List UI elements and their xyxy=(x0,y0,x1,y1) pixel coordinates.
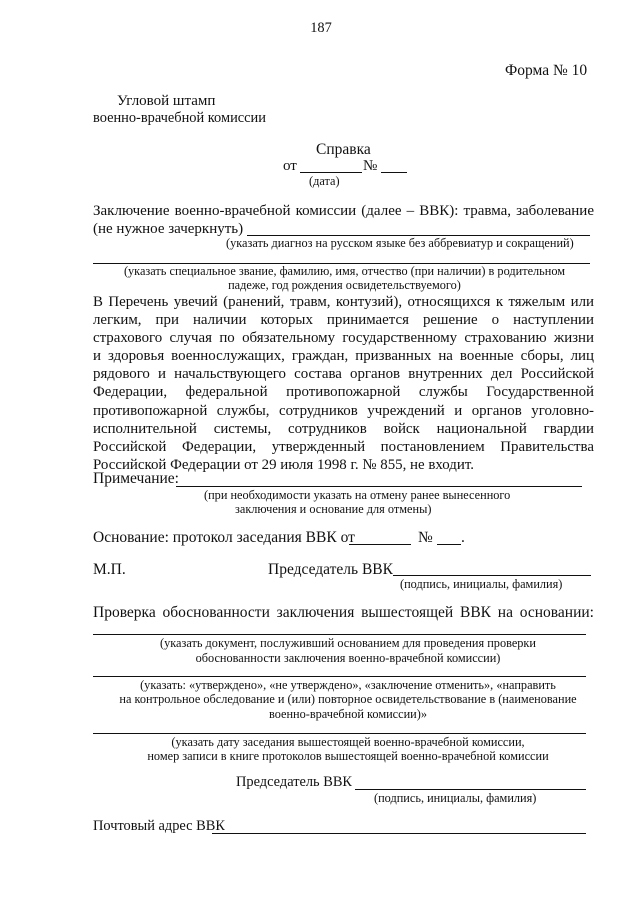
basis-date-line xyxy=(349,544,411,545)
basis-number-line xyxy=(437,544,461,545)
certificate-title: Справка xyxy=(316,141,371,158)
paragraph-line: исполнительной системы, сотрудников войск национальной гвардии xyxy=(93,420,594,437)
note-hint-2: заключения и основание для отмены) xyxy=(235,502,432,516)
basis-text: Основание: протокол заседания ВВК от xyxy=(93,529,355,546)
verification-doc-hint-1: (указать документ, послуживший основанием для проведения проверки xyxy=(160,636,536,650)
note-hint-1: (при необходимости указать на отмену ранее вынесенного xyxy=(204,488,511,502)
chairman-signature-line xyxy=(393,575,591,576)
paragraph-line: страхового случая по обязательному государственному страхованию жизни xyxy=(93,330,594,347)
person-hint-2: падеже, год рождения освидетельствуемого) xyxy=(228,278,461,292)
stamp-line-1: Угловой штамп xyxy=(117,93,216,109)
chairman-hint: (подпись, инициалы, фамилия) xyxy=(400,577,563,591)
note-label: Примечание: xyxy=(93,470,179,487)
paragraph-line: Федерации, федеральной противопожарной службы Государственной xyxy=(93,384,594,401)
conclusion-line-2: (не нужное зачеркнуть) xyxy=(93,221,244,237)
chairman-label: Председатель ВВК xyxy=(268,561,393,578)
basis-number-prefix: № xyxy=(418,529,433,546)
paragraph-line: и здоровья военнослужащих, граждан, призванных на военные сборы, лиц xyxy=(93,348,594,365)
certificate-number-prefix: № xyxy=(363,158,378,174)
verification-date-hint-2: номер записи в книге протоколов вышестоящей военно-врачебной комиссии xyxy=(147,749,549,763)
paragraph-line: противопожарной службы, сотрудников учреждений и органов уголовно- xyxy=(93,402,594,419)
certificate-date-hint: (дата) xyxy=(309,174,340,188)
paragraph-line: Российской Федерации от 29 июля 1998 г. № 855, не входит. xyxy=(93,456,474,473)
chairman-2-hint: (подпись, инициалы, фамилия) xyxy=(374,791,537,805)
paragraph-line: рядового и начальствующего состава органов внутренних дел Российской xyxy=(93,366,594,383)
note-line xyxy=(176,486,582,487)
diagnosis-hint: (указать диагноз на русском языке без аббревиатур и сокращений) xyxy=(226,236,574,250)
certificate-number-line xyxy=(381,172,407,173)
verification-result-hint-2: на контрольное обследование и (или) повторное освидетельствование в (наименование xyxy=(119,692,577,706)
verification-doc-hint-2: обоснованности заключения военно-врачебной комиссии) xyxy=(195,651,501,665)
paragraph-line: легким, при наличии которых принимается решение о наступлении xyxy=(93,312,594,329)
verification-date-hint-1: (указать дату заседания вышестоящей военно-врачебной комиссии, xyxy=(171,735,525,749)
paragraph-line: В Перечень увечий (ранений, травм, контузий), относящихся к тяжелым или xyxy=(93,294,594,310)
form-label: Форма № 10 xyxy=(505,62,588,79)
verification-result-line xyxy=(93,676,586,677)
postal-label: Почтовый адрес ВВК xyxy=(93,818,225,834)
conclusion-line-1: Заключение военно-врачебной комиссии (далее – ВВК): травма, заболевание xyxy=(93,203,594,219)
verification-doc-line xyxy=(93,634,586,635)
postal-address-line xyxy=(212,833,586,834)
verification-result-hint-3: военно-врачебной комиссии)» xyxy=(268,707,428,721)
person-hint-1: (указать специальное звание, фамилию, имя, отчество (при наличии) в родительном xyxy=(123,264,566,278)
page-number: 187 xyxy=(310,20,332,36)
verification-title: Проверка обоснованности заключения вышестоящей ВВК на основании: xyxy=(93,604,594,621)
paragraph-line: Российской Федерации, утвержденный постановлением Правительства xyxy=(93,438,594,455)
certificate-date-prefix: от xyxy=(283,158,297,174)
chairman-2-label: Председатель ВВК xyxy=(236,774,353,790)
main-paragraph xyxy=(93,293,594,474)
chairman-2-signature-line xyxy=(355,789,586,790)
verification-date-line xyxy=(93,733,586,734)
basis-end: . xyxy=(461,529,465,546)
seal-label: М.П. xyxy=(93,561,126,578)
certificate-date-line xyxy=(300,172,362,173)
stamp-line-2: военно-врачебной комиссии xyxy=(93,110,266,126)
verification-result-hint-1: (указать: «утверждено», «не утверждено», «заключение отменить», «направить xyxy=(140,678,556,692)
